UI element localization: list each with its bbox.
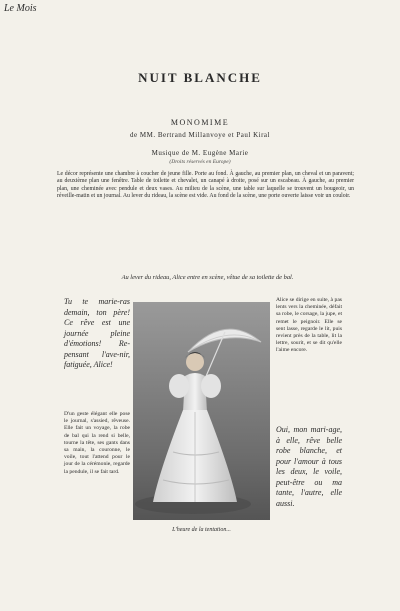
left-column-text: D'un geste élégant elle pose le journal, s'assied, rêveuse. Elle fait un voyage, la robe de bal qui la rend si belle, tourne la tête, ses gants dans sa main, la couronne, le voile, tout l'attend pour le jour de la cérémonie, regarde la pendule, il se fait tard.: [64, 411, 130, 475]
intro-paragraph: Le décor représente une chambre à coucher de jeune fille. Porte au fond. À gauche, au premier plan, un cheval et un paravent; au deuxième plan une fenêtre. Table de toilette et chevalet, un canapé à droite, posé sur un escabeau. À gauche, au premier plan, une cheminée avec pendule et deux vases. Au milieu de la scène, une table sur laquelle se trouvent un bougeoir, un réveille-matin et un journal. Au lever du rideau, la scène est vide. Au fond de la scène, une porte ouverte laisse voir un couloir.: [57, 171, 354, 200]
stage-direction: Au lever du rideau, Alice entre en scène, vêtue de sa toilette de bal.: [121, 274, 294, 281]
left-column-verse: Tu te marie-ras demain, ton père! Ce rêve est une journée pleine d'émotions! Re-pensant l'ave-nir, fatiguée, Alice!: [64, 297, 130, 369]
actress-photograph: [133, 302, 270, 520]
photo-caption: L'heure de la tentation...: [172, 527, 231, 533]
authors-line: de MM. Bertrand Millanvoye et Paul Kiral: [130, 131, 270, 139]
genre-subtitle: MONOMIME: [170, 118, 230, 127]
right-column-text: Alice se dirige en suite, à pas lents vers la cheminée, défait sa robe, le corsage, la jupe, et remet le peignoir. Elle se sent lasse, regarde le lit, puis revient près de la table, lit la lettre, sourit, et se dit qu'elle l'aime encore.: [276, 297, 343, 354]
right-column-verse: Oui, mon mari-age, à elle, rêve belle robe blanche, et pour l'amour à tous les deux, le voile, peut-être ou ma tante, l'autre, elle aussi.: [276, 425, 342, 508]
page-title: NUIT BLANCHE: [138, 70, 262, 85]
photograph-illustration: [133, 302, 270, 520]
music-credit: Musique de M. Eugène Marie: [151, 149, 249, 157]
running-header: Le Mois: [4, 3, 37, 14]
rights-line: (Droits réservés en Europe): [169, 159, 231, 165]
